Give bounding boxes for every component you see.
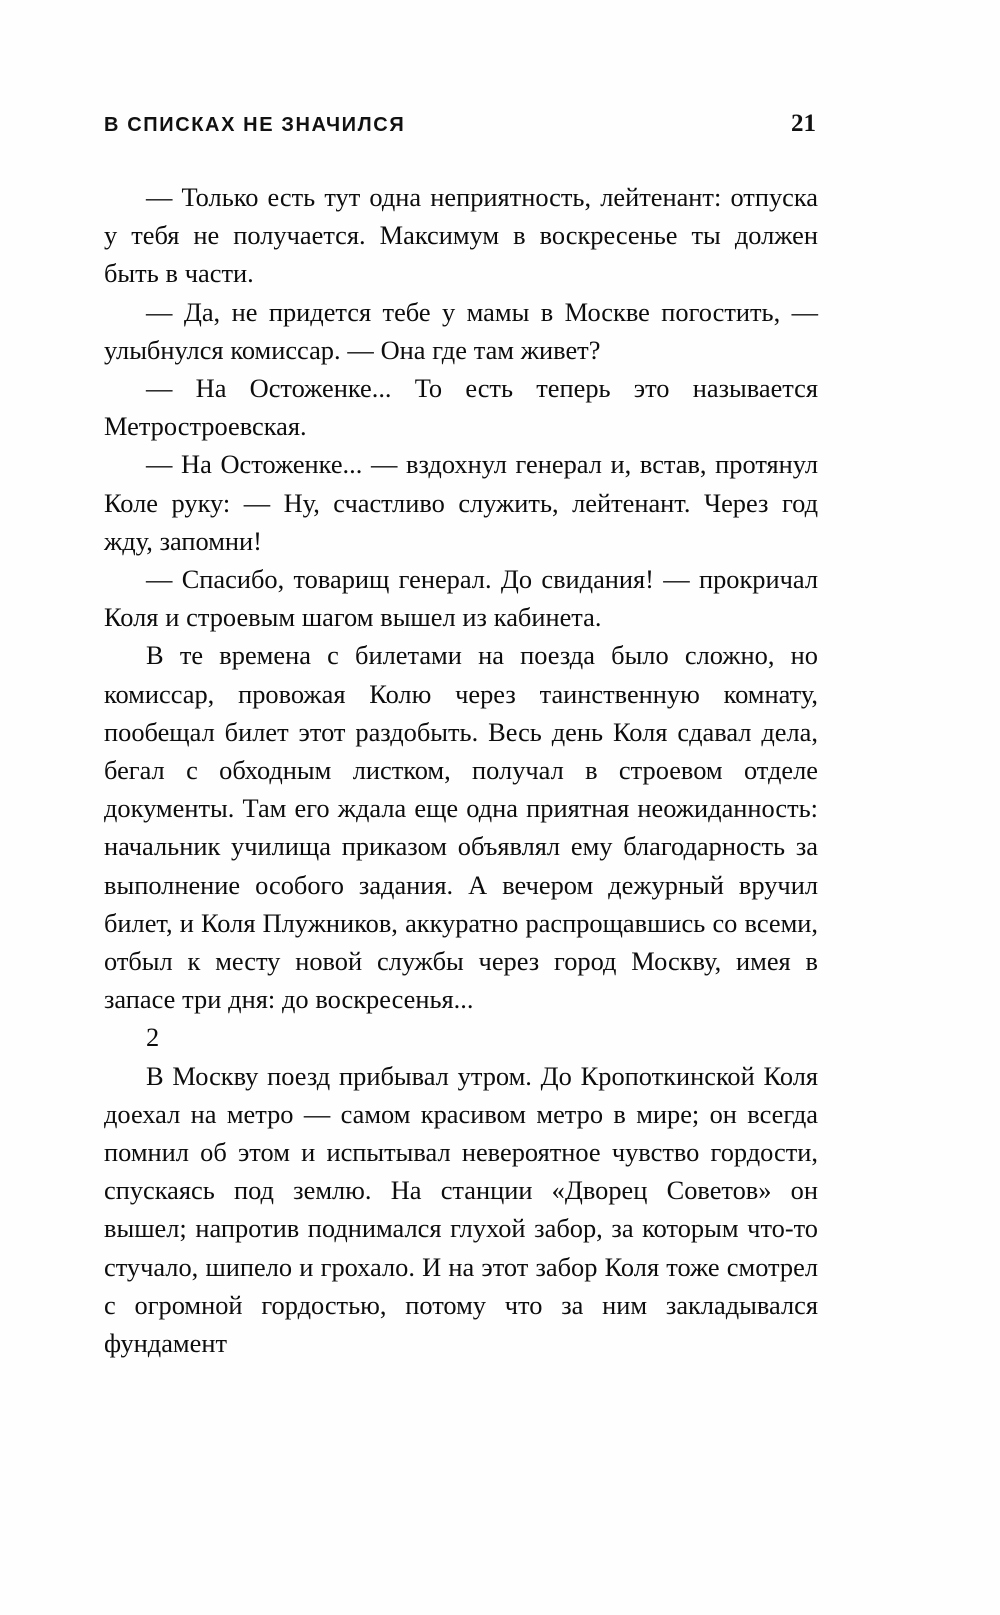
paragraph: — На Остоженке... То есть теперь это называется Метростроевская. — [104, 373, 818, 442]
page-number: 21 — [791, 110, 816, 137]
running-head-title: В СПИСКАХ НЕ ЗНАЧИЛСЯ — [104, 114, 406, 136]
paragraph: — Только есть тут одна неприятность, лейтенант: отпуска у тебя не получается. Максимум в воскресенье ты должен быть в части. — [104, 182, 818, 289]
running-head — [104, 110, 816, 138]
page-body — [104, 178, 818, 1362]
paragraph: — Спасибо, товарищ генерал. До свидания! — прокричал Коля и строевым шагом вышел из кабинета. — [104, 564, 818, 633]
paragraph: В Москву поезд прибывал утром. До Кропоткинской Коля доехал на метро — самом красивом метро в мире; он всегда помнил об этом и испытывал невероятное чувство гордости, спускаясь под землю. На станции «Дворец Советов» он вышел; напротив поднимался глухой забор, за которым что-то стучало, шипело и грохало. И на этот забор Коля тоже смотрел с огромной гордостью, потому что за ним закладывался фундамент — [104, 1060, 818, 1359]
section-number: 2 — [146, 1022, 160, 1053]
paragraph: — Да, не придется тебе у мамы в Москве погостить, — улыбнулся комиссар. — Она где там живет? — [104, 296, 818, 365]
paragraph: — На Остоженке... — вздохнул генерал и, встав, протянул Коле руку: — Ну, счастливо служить, лейтенант. Через год жду, запомни! — [104, 449, 818, 556]
paragraph: В те времена с билетами на поезда было сложно, но комиссар, провожая Колю через таинственную комнату, пообещал билет этот раздобыть. Весь день Коля сдавал дела, бегал с обходным листком, получал в строевом отделе документы. Там его ждала еще одна приятная неожиданность: начальник училища приказом объявлял ему благодарность за выполнение особого задания. А вечером дежурный вручил билет, и Коля Плужников, аккуратно распрощавшись со всеми, отбыл к месту новой службы через город Москву, имея в запасе три дня: до воскресенья... — [104, 640, 818, 1015]
